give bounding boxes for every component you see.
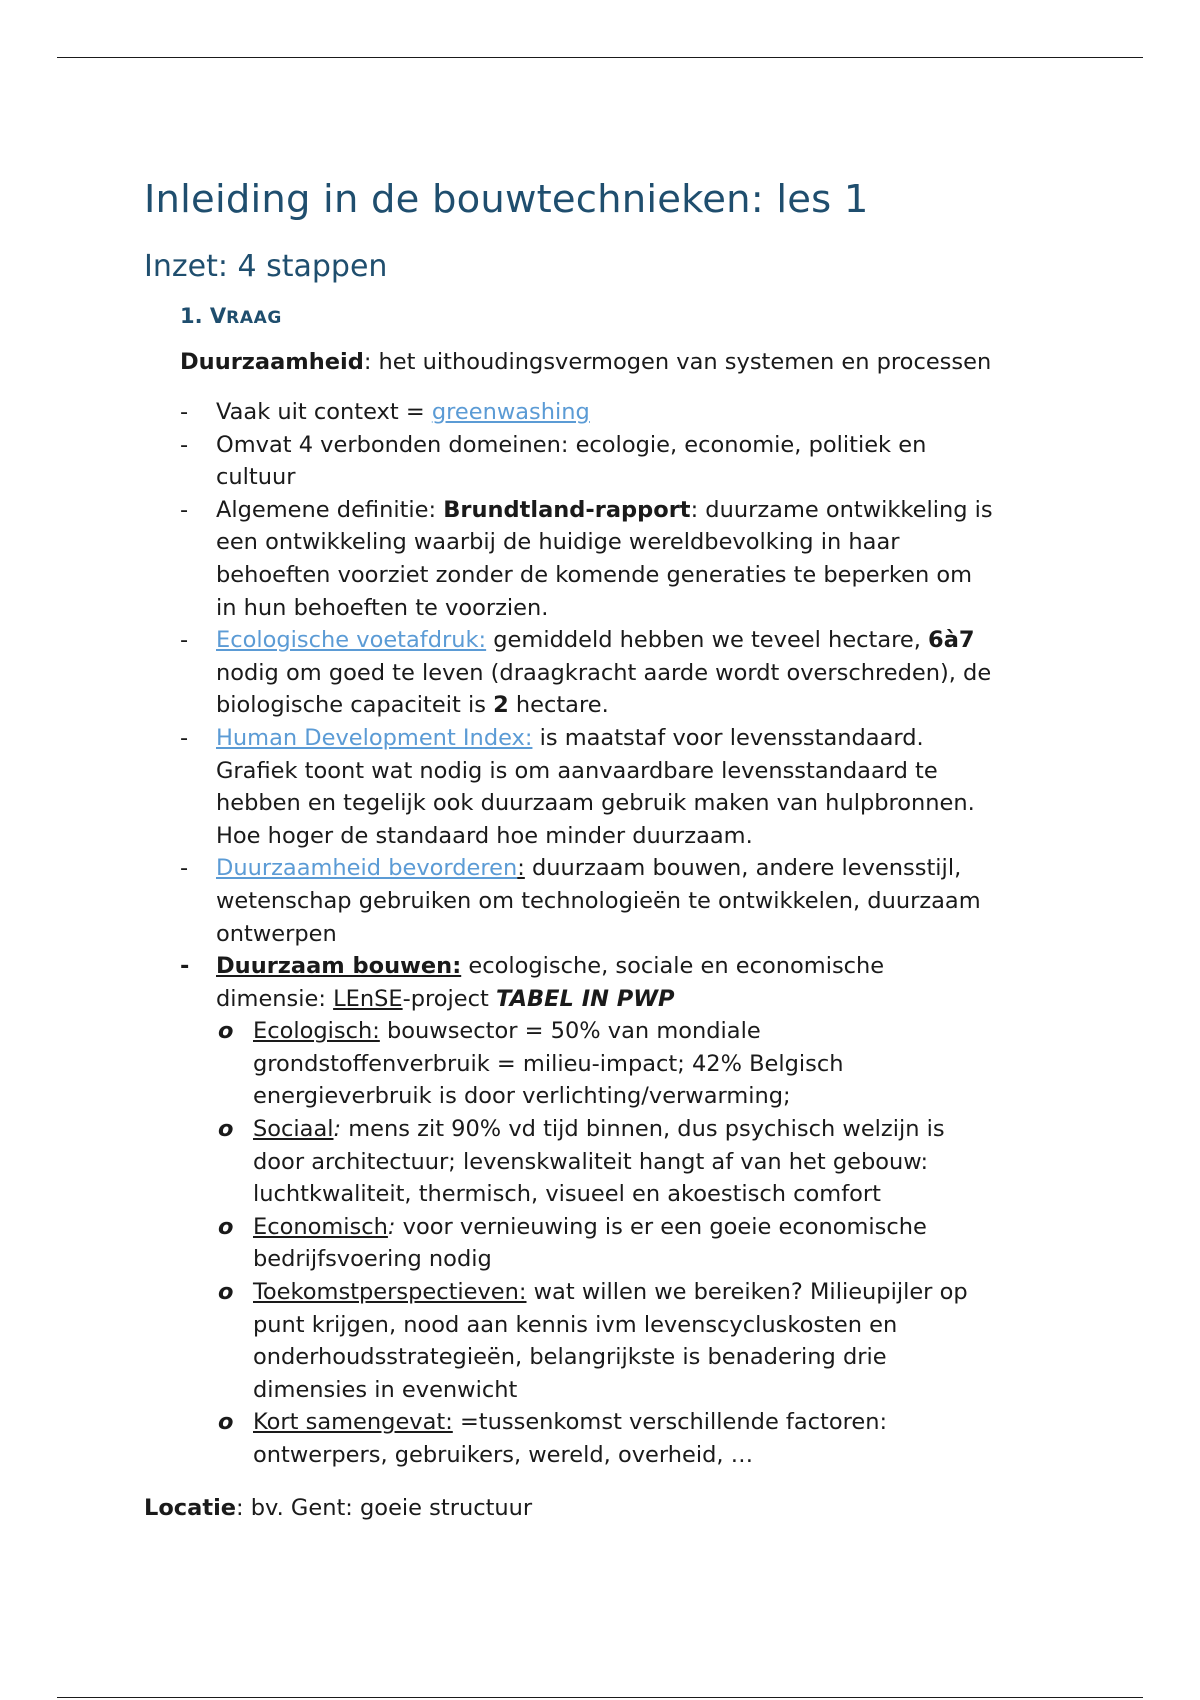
item-text: -project [402, 985, 496, 1012]
dash-bullet: - [180, 496, 189, 523]
item-text: gemiddeld hebben we teveel hectare, [486, 627, 929, 654]
item-text: biologische capaciteit is [216, 692, 494, 719]
list-item [180, 624, 1080, 722]
step-rest: RAAG [226, 308, 282, 328]
hectare-value: 6à7 [928, 627, 975, 654]
footer-rule [57, 1697, 1143, 1698]
tabel-note: TABEL IN PWP [496, 985, 675, 1012]
locatie-paragraph [144, 1492, 532, 1525]
item-text: cultuur [216, 464, 296, 491]
sub-item-text: wat willen we bereiken? Milieupijler op [526, 1279, 968, 1306]
dash-bullet: - [180, 855, 189, 882]
definition [180, 346, 991, 379]
sub-list-item [216, 1211, 1080, 1276]
step-number: 1. [180, 304, 203, 328]
duurzaam-bouwen-term: Duurzaam bouwen: [216, 953, 462, 980]
bullet-list [180, 396, 1080, 1472]
item-text: een ontwikkeling waarbij de huidige wereldbevolking in haar [216, 529, 900, 556]
list-item [180, 722, 1080, 852]
locatie-text: : bv. Gent: goeie structuur [236, 1495, 533, 1521]
sub-item-text: ontwerpers, gebruikers, wereld, overheid, … [253, 1442, 754, 1468]
item-text: : duurzame ontwikkeling is [690, 496, 993, 523]
dash-bullet: - [180, 953, 190, 980]
item-text: Vaak uit context = [216, 399, 432, 425]
definition-text: : het uithoudingsvermogen van systemen en processen [363, 349, 992, 375]
item-text: hebben en tegelijk ook duurzaam gebruik maken van hulpbronnen. [216, 790, 975, 817]
sub-item-label: Toekomstperspectieven: [253, 1279, 527, 1306]
list-item [180, 494, 1080, 624]
sub-list-item [216, 1015, 1080, 1113]
item-text: in hun behoeften te voorzien. [216, 594, 549, 621]
item-text: nodig om goed te leven (draagkracht aarde wordt overschreden), de [216, 659, 992, 686]
sub-item-text: mens zit 90% vd tijd binnen, dus psychisch welzijn is [341, 1116, 945, 1143]
sub-item-text: bedrijfsvoering nodig [253, 1246, 492, 1273]
list-item [180, 396, 1080, 429]
item-text: Algemene definitie: [216, 496, 444, 523]
item-text: Grafiek toont wat nodig is om aanvaardbare levensstandaard te [216, 757, 938, 784]
hdi-link[interactable]: Human Development Index: [216, 724, 533, 751]
page-title: Inleiding in de bouwtechnieken: les 1 [144, 177, 869, 222]
brundtland-term: Brundtland-rapport [443, 496, 691, 523]
sub-list-item [216, 1113, 1080, 1211]
item-text: ontwerpen [216, 920, 337, 947]
list-item [180, 852, 1080, 950]
item-text: is maatstaf voor levensstandaard. [532, 724, 924, 751]
sub-bullet-list [216, 1015, 1080, 1471]
greenwashing-link[interactable]: greenwashing [431, 399, 590, 425]
definition-term: Duurzaamheid [180, 349, 364, 375]
list-item [180, 950, 1080, 1472]
sub-item-text: grondstoffenverbruik = milieu-impact; 42% Belgisch [253, 1050, 844, 1077]
sub-item-colon: : [333, 1116, 342, 1143]
sub-item-text: voor vernieuwing is er een goeie economische [395, 1213, 927, 1240]
item-text: duurzaam bouwen, andere levensstijl, [524, 855, 962, 882]
sub-list-item [216, 1276, 1080, 1406]
item-text: behoeften voorziet zonder de komende generaties te beperken om [216, 561, 973, 588]
section-heading: Inzet: 4 stappen [144, 249, 388, 284]
sub-item-text: punt krijgen, nood aan kennis ivm levenscycluskosten en [253, 1311, 898, 1338]
sub-list-item [216, 1406, 1080, 1471]
locatie-term: Locatie [144, 1495, 237, 1521]
list-item [180, 429, 1080, 494]
sub-item-text: onderhoudsstrategieën, belangrijkste is benadering drie [253, 1344, 887, 1371]
sub-item-text: bouwsector = 50% van mondiale [379, 1018, 761, 1045]
circle-bullet: o [218, 1409, 234, 1436]
header-rule [57, 57, 1143, 58]
sub-item-text: luchtkwaliteit, thermisch, visueel en akoestisch comfort [253, 1181, 881, 1208]
item-text: ecologische, sociale en economische [461, 953, 885, 980]
item-text: dimensie: [216, 985, 334, 1012]
dash-bullet: - [180, 627, 189, 654]
sub-item-label: Kort samengevat: [253, 1409, 453, 1436]
sub-item-text: energieverbruik is door verlichting/verwarming; [253, 1083, 791, 1110]
sub-item-label: Sociaal [253, 1116, 334, 1143]
dash-bullet: - [180, 431, 189, 458]
item-text: Omvat 4 verbonden domeinen: ecologie, economie, politiek en [216, 431, 927, 458]
sub-item-text: dimensies in evenwicht [253, 1376, 518, 1403]
sub-item-colon: : [387, 1213, 396, 1240]
circle-bullet: o [218, 1018, 234, 1045]
duurzaamheid-bevorderen-link[interactable]: Duurzaamheid bevorderen [216, 855, 518, 882]
ecologische-voetafdruk-link[interactable]: Ecologische voetafdruk: [216, 627, 487, 654]
sub-item-label: Economisch [253, 1213, 388, 1240]
step-heading [180, 302, 282, 332]
sub-item-text: =tussenkomst verschillende factoren: [452, 1409, 888, 1436]
sub-item-text: door architectuur; levenskwaliteit hangt af van het gebouw: [253, 1148, 929, 1175]
lense-term: LEnSE [333, 985, 403, 1012]
dash-bullet: - [180, 724, 189, 751]
circle-bullet: o [218, 1279, 234, 1306]
step-first-letter: V [209, 304, 227, 328]
item-colon: : [517, 855, 525, 882]
item-text: Hoe hoger de standaard hoe minder duurzaam. [216, 822, 753, 849]
circle-bullet: o [218, 1116, 234, 1143]
circle-bullet: o [218, 1213, 234, 1240]
item-text: hectare. [508, 692, 609, 719]
sub-item-label: Ecologisch: [253, 1018, 380, 1045]
capacity-value: 2 [493, 692, 509, 719]
dash-bullet: - [180, 399, 189, 425]
item-text: wetenschap gebruiken om technologieën te ontwikkelen, duurzaam [216, 887, 981, 914]
